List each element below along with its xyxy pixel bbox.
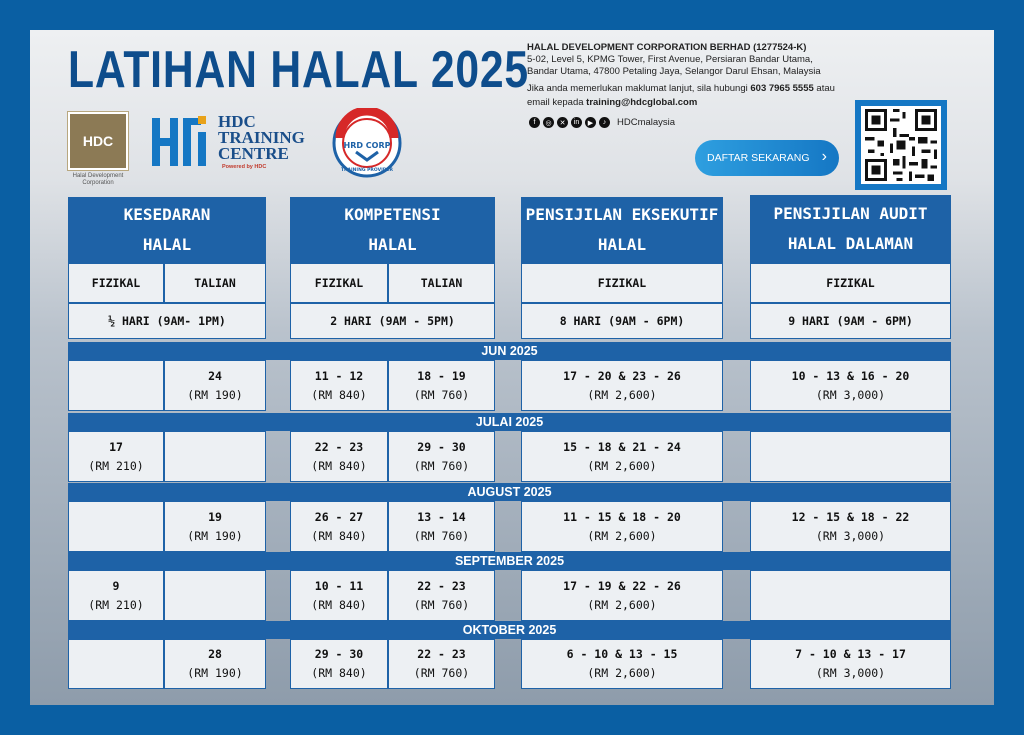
htc-logo-icon — [150, 112, 212, 170]
mode-talian: TALIAN — [164, 263, 266, 303]
mode-talian: TALIAN — [388, 263, 495, 303]
month-header: OKTOBER 2025 — [68, 621, 951, 639]
month-header: JUN 2025 — [68, 342, 951, 360]
session-date: 17 - 20 & 23 - 26 — [563, 368, 681, 383]
session-price: (RM 190) — [187, 666, 243, 680]
session-price: (RM 840) — [311, 666, 367, 680]
session-cell — [750, 639, 951, 689]
hrd-corp-badge-icon — [332, 108, 402, 178]
register-now-label: DAFTAR SEKARANG — [707, 152, 810, 164]
course-header-kompetensi — [290, 197, 495, 263]
session-date: 29 - 30 — [417, 439, 466, 454]
email-text: email kepada — [527, 97, 587, 108]
session-cell — [521, 570, 723, 621]
course-title: PENSIJILAN EKSEKUTIF HALAL — [525, 205, 719, 254]
session-price: (RM 760) — [413, 597, 470, 612]
mode-fizikal: FIZIKAL — [521, 263, 723, 303]
duration-cell: 8 HARI (9AM - 6PM) — [521, 303, 723, 339]
session-price: (RM 2,600) — [587, 458, 657, 473]
month-header: AUGUST 2025 — [68, 483, 951, 501]
hrd-mid-text: HRD CORP — [343, 141, 391, 150]
session-date: 12 - 15 & 18 - 22 — [791, 509, 910, 524]
hdc-logo-caption: Halal Development Corporation — [72, 173, 124, 186]
session-date: 11 - 15 & 18 - 20 — [563, 509, 681, 524]
empty-cell — [164, 431, 266, 482]
session-price: (RM 840) — [311, 597, 367, 612]
corp-name: HALAL DEVELOPMENT CORPORATION BERHAD (1277524-K) — [527, 42, 807, 53]
session-date: 17 - 19 & 22 - 26 — [563, 578, 681, 593]
session-price: (RM 760) — [413, 666, 470, 680]
htc-logo-text — [218, 114, 305, 162]
session-date: 22 - 23 — [417, 578, 466, 593]
mode-fizikal: FIZIKAL — [68, 263, 164, 303]
session-price: (RM 190) — [187, 387, 243, 402]
session-price: (RM 2,600) — [587, 387, 657, 402]
session-date: 18 - 19 — [417, 368, 466, 383]
corp-info — [527, 42, 821, 78]
contact-email[interactable]: training@hdcglobal.com — [586, 97, 698, 108]
session-price: (RM 2,600) — [587, 528, 657, 543]
session-price: (RM 190) — [187, 528, 243, 543]
session-price: (RM 2,600) — [587, 597, 657, 612]
session-date: 6 - 10 & 13 - 15 — [566, 647, 678, 661]
empty-cell — [68, 501, 164, 552]
linkedin-icon[interactable]: in — [571, 117, 582, 128]
session-date: 10 - 13 & 16 - 20 — [791, 368, 910, 383]
tiktok-icon[interactable]: ♪ — [599, 117, 610, 128]
session-cell — [388, 360, 495, 411]
session-date: 24 — [208, 368, 222, 383]
session-cell — [290, 570, 388, 621]
empty-cell — [750, 431, 951, 482]
session-date: 26 - 27 — [314, 509, 364, 524]
qr-code-icon[interactable] — [861, 106, 941, 184]
session-price: (RM 760) — [413, 528, 470, 543]
contact-text-mid: atau — [813, 83, 835, 94]
session-date: 17 — [109, 439, 123, 454]
session-cell — [68, 570, 164, 621]
session-cell — [68, 431, 164, 482]
htc-line-3: CENTRE — [218, 144, 289, 163]
empty-cell — [750, 570, 951, 621]
duration-cell: 2 HARI (9AM - 5PM) — [290, 303, 495, 339]
course-header-kesedaran — [68, 197, 266, 263]
session-price: (RM 840) — [311, 458, 367, 473]
empty-cell — [68, 360, 164, 411]
session-price: (RM 840) — [311, 387, 367, 402]
session-date: 22 - 23 — [417, 647, 466, 661]
corp-address-2: Bandar Utama, 47800 Petaling Jaya, Selangor Darul Ehsan, Malaysia — [527, 66, 821, 77]
session-price: (RM 3,000) — [815, 666, 886, 680]
session-price: (RM 3,000) — [815, 387, 886, 402]
register-now-button[interactable] — [695, 140, 839, 176]
session-price: (RM 3,000) — [815, 528, 886, 543]
htc-powered-by: Powered by HDC — [222, 164, 267, 170]
mode-fizikal: FIZIKAL — [290, 263, 388, 303]
course-title: PENSIJILAN AUDIT HALAL DALAMAN — [773, 204, 928, 253]
session-price: (RM 210) — [88, 597, 144, 612]
session-cell — [521, 360, 723, 411]
page-title: LATIHAN HALAL 2025 — [68, 41, 529, 99]
empty-cell — [68, 639, 164, 689]
social-handle: HDCmalaysia — [617, 117, 676, 128]
month-header: SEPTEMBER 2025 — [68, 552, 951, 570]
contact-text: Jika anda memerlukan maklumat lanjut, sila hubungi — [527, 83, 751, 94]
session-price: (RM 2,600) — [587, 666, 657, 680]
session-price: (RM 760) — [413, 387, 470, 402]
course-title: KOMPETENSI HALAL — [344, 205, 441, 254]
session-date: 19 — [208, 509, 222, 524]
session-price: (RM 760) — [413, 458, 470, 473]
session-cell — [388, 431, 495, 482]
session-date: 28 — [208, 647, 222, 661]
session-date: 7 - 10 & 13 - 17 — [795, 647, 906, 661]
session-date: 13 - 14 — [417, 509, 466, 524]
session-cell — [290, 639, 388, 689]
session-cell — [164, 501, 266, 552]
session-cell — [750, 501, 951, 552]
session-date: 15 - 18 & 21 - 24 — [563, 439, 681, 454]
hdc-logo — [68, 112, 128, 170]
session-cell — [164, 360, 266, 411]
session-date: 22 - 23 — [314, 439, 364, 454]
course-header-audit — [750, 195, 951, 263]
facebook-icon[interactable]: f — [529, 117, 540, 128]
session-cell — [521, 639, 723, 689]
chevron-right-icon: › — [821, 148, 827, 165]
session-date: 9 — [112, 578, 120, 593]
session-cell — [290, 360, 388, 411]
empty-cell — [164, 570, 266, 621]
session-date: 29 - 30 — [314, 647, 364, 661]
mode-fizikal: FIZIKAL — [750, 263, 951, 303]
session-cell — [388, 639, 495, 689]
session-cell — [521, 501, 723, 552]
session-date: 10 - 11 — [314, 578, 364, 593]
course-header-eksekutif — [521, 197, 723, 263]
session-cell — [388, 501, 495, 552]
contact-phone[interactable]: 603 7965 5555 — [750, 83, 814, 94]
corp-address-1: 5-02, Level 5, KPMG Tower, First Avenue, Persiaran Bandar Utama, — [527, 54, 813, 65]
duration-cell: 9 HARI (9AM - 6PM) — [750, 303, 951, 339]
session-cell — [290, 431, 388, 482]
session-cell — [164, 639, 266, 689]
instagram-icon[interactable]: ◎ — [543, 117, 554, 128]
duration-cell: ½ HARI (9AM- 1PM) — [68, 303, 266, 339]
hrd-bottom-text: TRAINING PROVIDER — [340, 168, 394, 173]
session-cell — [388, 570, 495, 621]
x-icon[interactable]: ✕ — [557, 117, 568, 128]
hdc-logo-text: HDC — [82, 133, 114, 149]
session-cell — [750, 360, 951, 411]
youtube-icon[interactable]: ▶ — [585, 117, 596, 128]
session-cell — [290, 501, 388, 552]
qr-code-frame — [855, 100, 947, 190]
contact-info — [527, 82, 897, 110]
htc-line-2: TRAINING — [218, 128, 305, 147]
hrd-top-text: REGISTERED — [349, 131, 385, 137]
course-title: KESEDARAN HALAL — [123, 205, 211, 254]
social-links — [529, 117, 675, 128]
session-date: 11 - 12 — [314, 368, 364, 383]
session-cell — [521, 431, 723, 482]
session-price: (RM 840) — [311, 528, 367, 543]
htc-line-1: HDC — [218, 112, 256, 131]
month-header: JULAI 2025 — [68, 413, 951, 431]
session-price: (RM 210) — [88, 458, 144, 473]
